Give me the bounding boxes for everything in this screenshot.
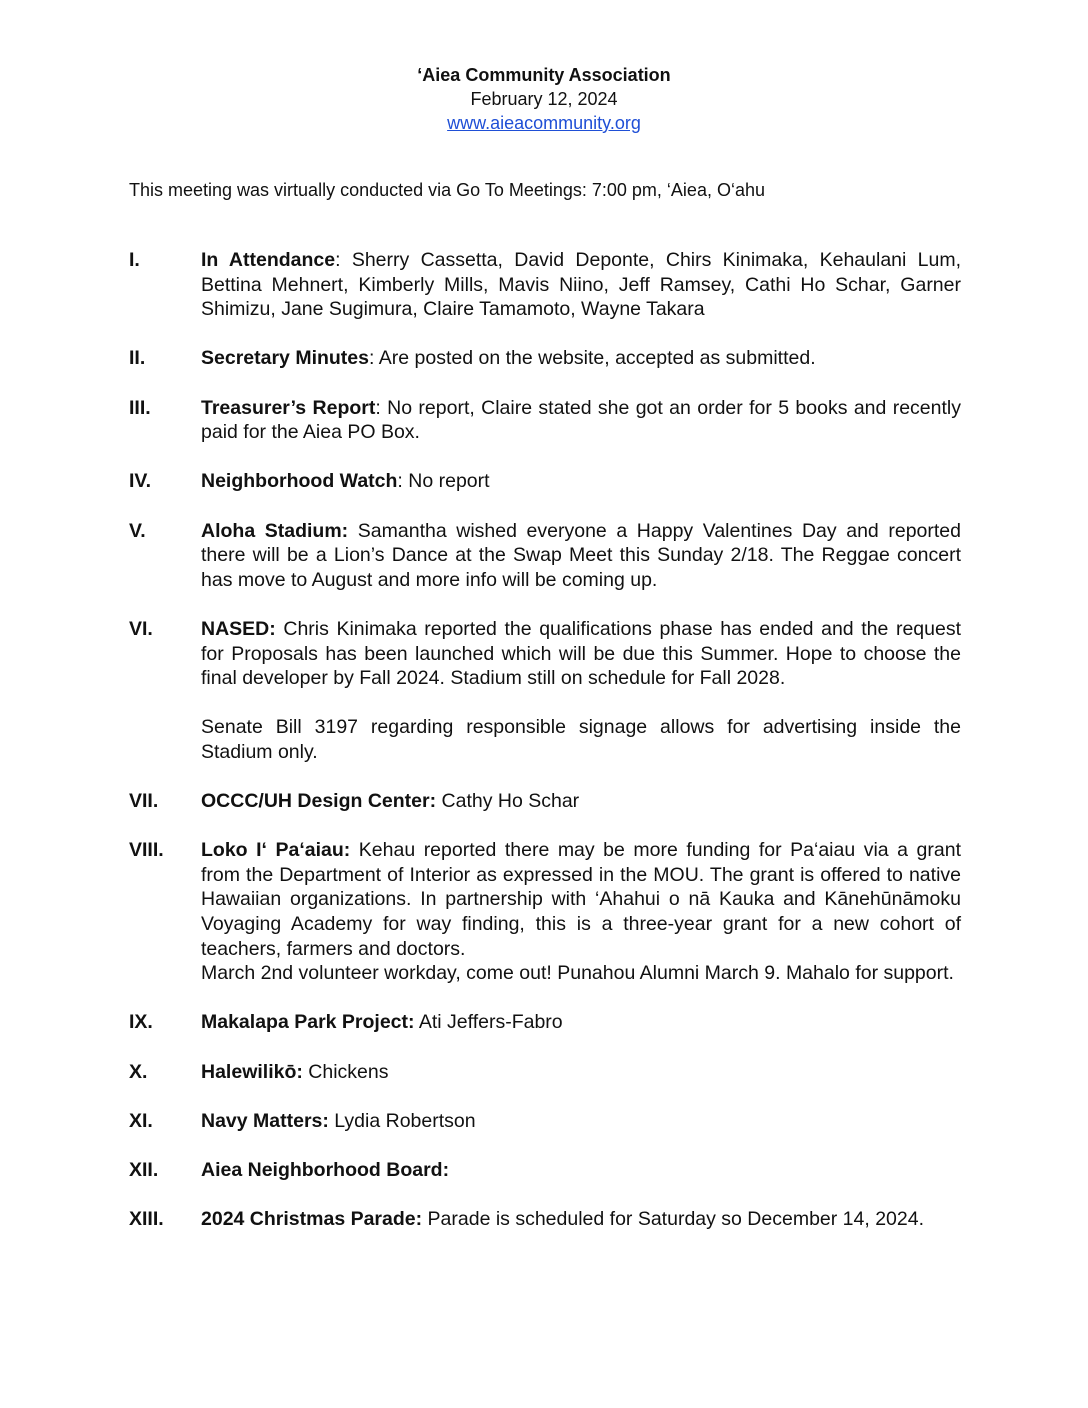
item-label: OCCC/UH Design Center: (201, 790, 437, 813)
organization-name: ‘Aiea Community Association (417, 65, 671, 85)
agenda-item-neighborhood-watch (129, 469, 961, 494)
item-text: Kehau reported there may be more funding for Pa‘aiau via a grant from the Department of Interior as expressed in the MOU. The grant is offered to native Hawaiian organizations. In partnership with ‘Ahahui o nā Kauka and Kānehūnāmoku Voyaging Academy for way finding, this is a three-year grant for a new cohort of teachers, farmers and doctors. (201, 839, 961, 960)
item-text: Cathy Ho Schar (436, 790, 580, 813)
item-label: Secretary Minutes (201, 347, 369, 370)
item-text: Ati Jeffers-Fabro (414, 1011, 563, 1034)
item-numeral: X. (129, 1060, 148, 1083)
item-numeral: VII. (129, 790, 159, 813)
item-label: 2024 Christmas Parade: (201, 1208, 423, 1231)
item-numeral: XI. (129, 1109, 153, 1132)
agenda-item-attendance (129, 248, 961, 322)
item-label: Aiea Neighborhood Board: (201, 1158, 450, 1181)
item-text: Chickens (302, 1060, 389, 1083)
item-numeral: VIII. (129, 839, 164, 862)
item-label: Neighborhood Watch (201, 470, 398, 493)
item-numeral: IV. (129, 470, 152, 493)
item-text: : Sherry Cassetta, David Deponte, Chirs Kinimaka, Kehaulani Lum, Bettina Mehnert, Kimberly Mills, Mavis Niino, Jeff Ramsey, Cathi Ho Schar, Garner Shimizu, Jane Sugimura, Claire Tamamoto, Wayne Takara (201, 249, 961, 321)
item-text: Chris Kinimaka reported the qualifications phase has ended and the request for Proposals has been launched which will be due this Summer. Hope to choose the final developer by Fall 2024. Stadium still on schedule for Fall 2028. (201, 617, 961, 690)
item-label: NASED: (201, 617, 276, 640)
item-numeral: I. (129, 249, 140, 271)
item-text: : No report, Claire stated she got an order for 5 books and recently paid for the Aiea PO Box. (201, 396, 961, 444)
item-numeral: III. (129, 396, 151, 419)
document-header (0, 63, 1088, 135)
agenda-item-christmas-parade (129, 1207, 961, 1232)
agenda-item-treasurer-report (129, 396, 961, 445)
meeting-date: February 12, 2024 (470, 89, 618, 109)
item-text: Lydia Robertson (328, 1109, 476, 1132)
item-label: In Attendance (201, 249, 336, 271)
agenda-item-occc-design-center (129, 789, 961, 814)
agenda-item-halewiliko (129, 1060, 961, 1085)
agenda-item-aloha-stadium (129, 519, 961, 593)
agenda-item-neighborhood-board (129, 1158, 961, 1183)
item-text: Samantha wished everyone a Happy Valentines Day and reported there will be a Lion’s Dance at the Swap Meet this Sunday 2/18. The Reggae concert has move to August and more info will be coming up. (201, 519, 961, 591)
item-label: Aloha Stadium: (201, 519, 349, 542)
item-text: : No report (397, 470, 490, 493)
item-numeral: IX. (129, 1011, 153, 1034)
item-numeral: VI. (129, 617, 153, 640)
item-text: Parade is scheduled for Saturday so December 14, 2024. (422, 1208, 925, 1231)
item-extra-text: March 2nd volunteer workday, come out! Punahou Alumni March 9. Mahalo for support. (201, 962, 954, 985)
item-label: Loko I‘ Pa‘aiau: (201, 839, 351, 862)
agenda-item-loko-paaiau (129, 838, 961, 986)
agenda-item-navy-matters (129, 1109, 961, 1134)
item-label: Navy Matters: (201, 1109, 329, 1132)
website-link[interactable]: www.aieacommunity.org (447, 113, 641, 133)
agenda-item-makalapa-park (129, 1010, 961, 1035)
item-text: : Are posted on the website, accepted as submitted. (369, 347, 816, 370)
item-label: Makalapa Park Project: (201, 1011, 415, 1034)
item-numeral: XII. (129, 1158, 159, 1181)
item-extra-text: Senate Bill 3197 regarding responsible signage allows for advertising inside the Stadium only. (201, 716, 961, 763)
item-numeral: V. (129, 519, 146, 542)
agenda-list (129, 248, 961, 1256)
item-label: Halewilikō: (201, 1060, 303, 1083)
meeting-intro: This meeting was virtually conducted via Go To Meetings: 7:00 pm, ‘Aiea, O‘ahu (129, 180, 765, 200)
item-numeral: II. (129, 347, 146, 370)
agenda-item-nased (129, 617, 961, 765)
agenda-item-secretary-minutes (129, 346, 961, 371)
item-numeral: XIII. (129, 1208, 164, 1231)
item-label: Treasurer’s Report (201, 396, 376, 419)
